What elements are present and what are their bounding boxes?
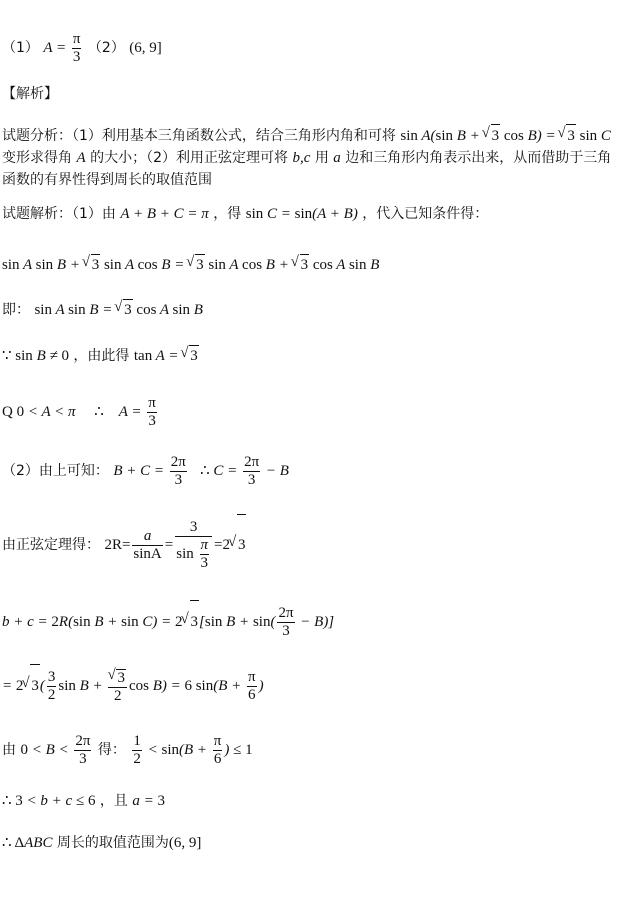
solution-text-3: 即：	[2, 302, 30, 318]
solution-text-6: （2）由上可知：	[2, 463, 109, 479]
solution-text-7: 由正弦定理得：	[2, 537, 100, 553]
solution-formula-10b: $\frac{1}{2}$ < sin(B + $\frac{\pi}{6}$ ) ≤ 1	[133, 733, 253, 768]
solution-formula-12: ∴ ΔABC	[2, 835, 53, 851]
solution-formula-1b: sin C = sin(A + B)	[245, 206, 358, 222]
analysis-label: 试题分析：	[2, 128, 72, 144]
solution-line-8: b + c = 2R(sin B + sin C) = 2√ 3[sin B + sin( $\frac{2\pi}{3}$ − B)]	[2, 600, 334, 642]
solution-text-4: ，由此得	[73, 348, 130, 364]
solution-line-9: = 2√ 3( $\frac{3}{2}$ sin B + √ $\frac{3}{2}$ cos B) = 6 sin(B + $\frac{\pi}{6}$ )	[2, 664, 264, 706]
solution-line-2: sin A sin B + √ 3 sin A cos B = √ 3 sin A cos B + √ 3 cos A sin B	[2, 254, 379, 275]
analysis-paragraph	[2, 124, 622, 191]
solution-line-4	[2, 345, 199, 366]
solution-line-5: Q 0 < A < π ∴ A = $\frac{\pi}{3}$	[2, 395, 156, 430]
solution-label: 试题解析：	[2, 206, 72, 222]
solution-line-1	[2, 204, 488, 224]
solution-text-1c: ，代入已知条件得：	[362, 206, 489, 222]
solution-formula-3: sin A sin B = √ 3 cos A sin B	[34, 302, 203, 318]
answer-part1-formula: A = $\frac{\pi}{3}$	[43, 31, 81, 66]
solution-formula-11a: ∴ 3 < b + c ≤ 6	[2, 793, 96, 809]
analysis-formula-1: sin A(sin B + √ 3 cos B) = √ 3 sin C	[400, 128, 611, 144]
answer-part1-label: （1）	[2, 40, 39, 56]
solution-line-12	[2, 833, 201, 853]
analysis-text-4: 用	[314, 150, 329, 166]
solution-line-10	[2, 729, 253, 771]
solution-text-1b: ，得	[213, 206, 242, 222]
solution-line-7	[2, 514, 246, 574]
solution-formula-10a: 0 < B < $\frac{2\pi}{3}$	[20, 733, 91, 768]
solution-formula-11b: a = 3	[132, 793, 165, 809]
solution-text-10b: 得：	[97, 742, 126, 758]
solution-range: (6, 9]	[168, 835, 202, 851]
analysis-text-3: 的大小；（2）利用正弦定理可将	[90, 150, 288, 166]
analysis-text-1: （1）利用基本三角函数公式，结合三角形内角和可将	[72, 128, 396, 144]
analysis-a: a	[333, 150, 341, 166]
solution-text-11: ，且	[99, 793, 128, 809]
solution-text-1a: （1）由	[72, 206, 116, 222]
solution-text-10a: 由	[2, 742, 16, 758]
solution-line-11	[2, 791, 165, 811]
solution-formula-4b: tan A = √ 3	[134, 348, 199, 364]
solution-line-3	[2, 299, 203, 320]
solution-formula-1a: A + B + C = π	[120, 206, 209, 222]
analysis-text-6: 函数的有界性得到周长的取值范围	[2, 172, 212, 188]
analysis-bc: b,c	[292, 150, 311, 166]
solution-line-6	[2, 450, 289, 492]
solution-formula-7: 2R= $\frac{a}{\sin A}$ = 3 sin $\frac{\pi}{3}$ =2√ 3	[104, 537, 246, 553]
solution-formula-6: B + C = $\frac{2\pi}{3}$ ∴ C = $\frac{2\pi}{3}$ − B	[113, 454, 289, 489]
section-heading: 【解析】	[2, 86, 58, 102]
analysis-text-5: 边和三角形内角表示出来，从而借助于三角	[345, 150, 612, 166]
answer-part2-label: （2）	[87, 40, 125, 56]
answer-part2-range: (6, 9]	[129, 40, 162, 56]
analysis-angle-a: A	[76, 150, 86, 166]
solution-text-12: 周长的取值范围为	[56, 835, 169, 851]
solution-formula-4a: ∵ sin B ≠ 0	[2, 348, 69, 364]
answer-line	[2, 28, 162, 68]
analysis-text-2: 变形求得角	[2, 150, 72, 166]
